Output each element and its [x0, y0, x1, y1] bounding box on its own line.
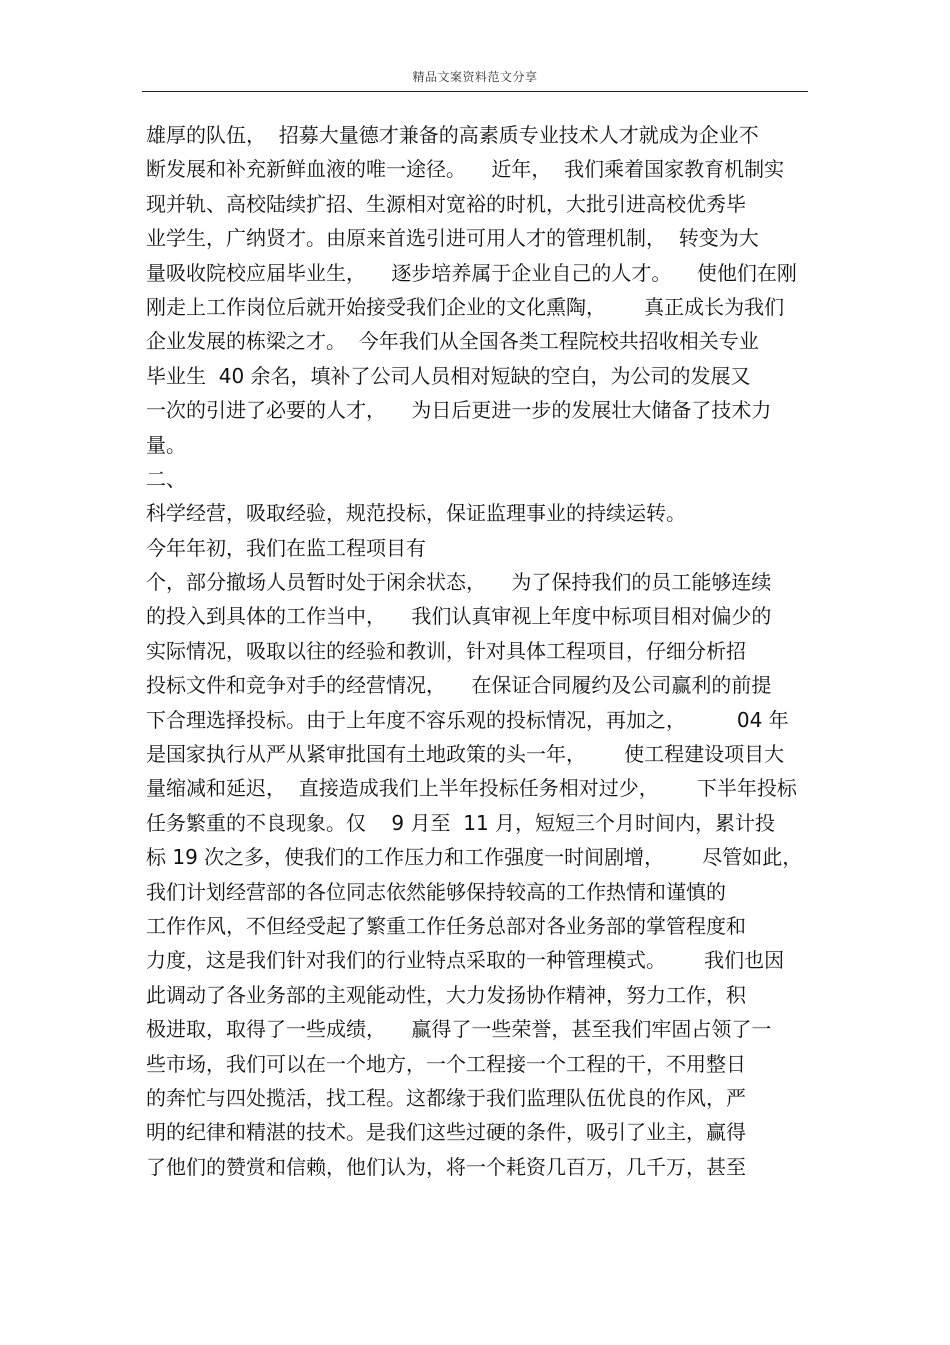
text-line: 雄厚的队伍， 招募大量德才兼备的高素质专业技术人才就成为企业不 — [146, 123, 759, 147]
text-line: 我们计划经营部的各位同志依然能够保持较高的工作热情和谨慎的 — [146, 879, 726, 904]
text-line: 个，部分撤场人员暂时处于闲余状态， 为了保持我们的员工能够连续 — [146, 570, 772, 595]
text-line: 下合理选择投标。由于上年度不容乐观的投标情况，再加之， 04 年 — [146, 707, 789, 732]
text-line: 毕业生 40 余名，填补了公司人员相对短缺的空白，为公司的发展又 — [146, 363, 751, 388]
text-line: 量缩减和延迟， 直接造成我们上半年投标任务相对过少， 下半年投标 — [146, 776, 797, 801]
text-line: 是国家执行从严从紧审批国有土地政策的头一年， 使工程建设项目大 — [146, 742, 785, 767]
text-line: 任务繁重的不良现象。仅 9 月至 11 月，短短三个月时间内，累计投 — [146, 810, 776, 835]
text-line: 标 19 次之多，使我们的工作压力和工作强度一时间剧增， 尽管如此， — [146, 845, 803, 870]
text-line: 明的纪律和精湛的技术。是我们这些过硬的条件，吸引了业主，赢得 — [146, 1120, 746, 1145]
text-line: 实际情况，吸取以往的经验和教训，针对具体工程项目，仔细分析招 — [146, 638, 746, 663]
text-line: 断发展和补充新鲜血液的唯一途径。 近年， 我们乘着国家教育机制实 — [146, 157, 785, 182]
text-line: 的投入到具体的工作当中， 我们认真审视上年度中标项目相对偏少的 — [146, 604, 772, 629]
text-line: 力度，这是我们针对我们的行业特点采取的一种管理模式。 我们也因 — [146, 948, 785, 973]
text-line: 科学经营，吸取经验，规范投标，保证监理事业的持续运转。 — [146, 501, 686, 526]
text-line: 些市场，我们可以在一个地方，一个工程接一个工程的干，不用整日 — [146, 1051, 746, 1076]
text-line: 业学生，广纳贤才。由原来首选引进可用人才的管理机制， 转变为大 — [146, 226, 759, 251]
text-line: 一次的引进了必要的人才， 为日后更进一步的发展壮大储备了技术力 — [146, 398, 772, 423]
text-line: 投标文件和竞争对手的经营情况， 在保证合同履约及公司赢利的前提 — [146, 673, 772, 698]
text-line: 此调动了各业务部的主观能动性，大力发扬协作精神，努力工作，积 — [146, 982, 746, 1007]
text-line: 量。 — [146, 432, 186, 457]
text-line: 的奔忙与四处揽活，找工程。这都缘于我们监理队伍优良的作风，严 — [146, 1085, 746, 1110]
text-line: 今年年初，我们在监工程项目有 — [146, 535, 426, 560]
text-line: 现并轨、高校陆续扩招、生源相对宽裕的时机，大批引进高校优秀毕 — [146, 191, 746, 216]
text-line: 企业发展的栋梁之才。 今年我们从全国各类工程院校共招收相关专业 — [146, 329, 759, 354]
text-line: 二、 — [146, 466, 186, 491]
header-divider — [142, 91, 808, 92]
text-line: 了他们的赞赏和信赖，他们认为，将一个耗资几百万，几千万，甚至 — [146, 1154, 746, 1179]
document-body — [146, 118, 816, 1184]
text-line: 工作作风，不但经受起了繁重工作任务总部对各业务部的掌管程度和 — [146, 913, 746, 938]
text-line: 量吸收院校应届毕业生， 逐步培养属于企业自己的人才。 使他们在刚 — [146, 260, 797, 285]
page-header: 精品文案资料范文分享 — [412, 70, 538, 84]
text-line: 刚走上工作岗位后就开始接受我们企业的文化熏陶， 真正成长为我们 — [146, 294, 785, 319]
text-line: 极进取，取得了一些成绩， 赢得了一些荣誉，甚至我们牢固占领了一 — [146, 1017, 772, 1042]
